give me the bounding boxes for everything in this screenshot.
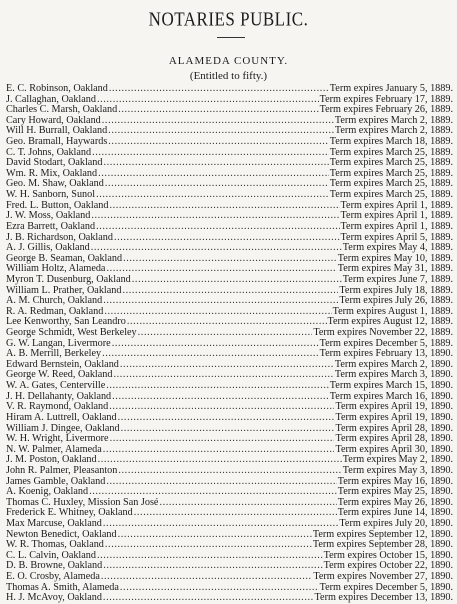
notary-term: Term expires February 13, 1890. bbox=[319, 349, 453, 360]
notary-term: Term expires April 1, 1889. bbox=[340, 221, 453, 232]
notary-term: Term expires April 5, 1889. bbox=[340, 232, 453, 243]
notary-term: Term expires March 25, 1889. bbox=[329, 190, 453, 201]
notary-term: Term expires December 5, 1890. bbox=[319, 582, 453, 593]
notary-name: Geo. Bramall, Haywards bbox=[6, 137, 108, 148]
notary-row bbox=[6, 530, 453, 541]
leader-dots bbox=[110, 434, 335, 445]
notary-name: W. A. Gates, Centerville bbox=[6, 381, 106, 392]
notary-term: Term expires September 12, 1890. bbox=[312, 529, 453, 540]
notary-name: J. M. Poston, Oakland bbox=[6, 455, 97, 466]
notary-name: E. O. Crosby, Alameda bbox=[6, 572, 100, 583]
notary-term: Term expires March 2, 1890. bbox=[334, 359, 453, 370]
notary-name: J. H. Dellahanty, Oakland bbox=[6, 391, 112, 402]
notary-term: Term expires March 2, 1889. bbox=[334, 126, 453, 137]
notary-name: Max Marcuse, Oakland bbox=[6, 518, 102, 529]
notary-name: A. Koenig, Oakland bbox=[6, 487, 89, 498]
notary-name: Will H. Burrall, Oakland bbox=[6, 126, 108, 137]
notary-name: William L. Prather, Oakland bbox=[6, 285, 122, 296]
leader-dots bbox=[97, 551, 323, 562]
leader-dots bbox=[98, 169, 329, 180]
notary-row bbox=[6, 519, 453, 530]
notary-term: Term expires June 7, 1889. bbox=[342, 274, 453, 285]
leader-dots bbox=[105, 540, 312, 551]
leader-dots bbox=[103, 296, 338, 307]
leader-dots bbox=[101, 572, 313, 583]
notary-term: Term expires May 3, 1890. bbox=[342, 465, 453, 476]
leader-dots bbox=[120, 583, 319, 594]
notary-row bbox=[6, 583, 453, 594]
notary-term: Term expires May 16, 1890. bbox=[337, 476, 453, 487]
notary-term: Term expires May 10, 1889. bbox=[337, 253, 453, 264]
notary-row bbox=[6, 328, 453, 339]
notary-term: Term expires March 25, 1889. bbox=[329, 158, 453, 169]
notary-term: Term expires April 28, 1890. bbox=[335, 434, 453, 445]
leader-dots bbox=[118, 105, 318, 116]
leader-dots bbox=[103, 593, 314, 604]
notary-term: Term expires February 26, 1889. bbox=[319, 105, 453, 116]
notary-term: Term expires July 26, 1889. bbox=[339, 296, 453, 307]
notary-name: Hiram A. Luttrell, Oakland bbox=[6, 412, 117, 423]
notary-term: Term expires August 1, 1889. bbox=[332, 306, 453, 317]
notary-term: Term expires May 26, 1890. bbox=[337, 497, 453, 508]
notary-name: G. W. Langan, Livermore bbox=[6, 338, 111, 349]
notary-row bbox=[6, 190, 453, 201]
notary-name: A. M. Church, Oakland bbox=[6, 296, 103, 307]
notary-row bbox=[6, 360, 453, 371]
notary-row bbox=[6, 572, 453, 583]
notary-term: Term expires August 12, 1889. bbox=[327, 317, 453, 328]
notary-term: Term expires May 2, 1890. bbox=[342, 455, 453, 466]
leader-dots bbox=[127, 317, 327, 328]
leader-dots bbox=[89, 487, 337, 498]
notary-term: Term expires October 15, 1890. bbox=[323, 550, 453, 561]
notary-name: Thomas A. Smith, Alameda bbox=[6, 582, 119, 593]
leader-dots bbox=[91, 211, 339, 222]
notary-row bbox=[6, 381, 453, 392]
leader-dots bbox=[138, 328, 313, 339]
notary-row bbox=[6, 593, 453, 604]
notary-term: Term expires May 31, 1889. bbox=[337, 264, 453, 275]
notary-name: Edward Bernstein, Oakland bbox=[6, 359, 119, 370]
leader-dots bbox=[103, 158, 328, 169]
notary-row bbox=[6, 413, 453, 424]
notary-name: A. B. Merrill, Berkeley bbox=[6, 349, 102, 360]
notary-row bbox=[6, 317, 453, 328]
notary-name: C. L. Calvin, Oakland bbox=[6, 550, 96, 561]
leader-dots bbox=[121, 424, 335, 435]
notary-name: Myron T. Dusenburg, Oakland bbox=[6, 274, 131, 285]
leader-dots bbox=[122, 286, 338, 297]
notary-term: Term expires January 5, 1889. bbox=[329, 84, 453, 94]
entitled-note: (Entitled to fifty.) bbox=[189, 70, 268, 82]
notary-row bbox=[6, 424, 453, 435]
notary-row bbox=[6, 222, 453, 233]
notary-term: Term expires March 2, 1889. bbox=[334, 115, 453, 126]
notary-name: J. Callaghan, Oakland bbox=[6, 94, 96, 105]
notary-row bbox=[6, 211, 453, 222]
leader-dots bbox=[96, 222, 339, 233]
leader-dots bbox=[105, 179, 329, 190]
notary-name: Geo. M. Shaw, Oakland bbox=[6, 179, 104, 190]
leader-dots bbox=[118, 530, 312, 541]
leader-dots bbox=[98, 455, 342, 466]
leader-dots bbox=[92, 148, 329, 159]
leader-dots bbox=[132, 275, 342, 286]
notary-name: C. T. Johns, Oakland bbox=[6, 147, 92, 158]
leader-dots bbox=[102, 349, 319, 360]
notary-row bbox=[6, 254, 453, 265]
leader-dots bbox=[97, 95, 319, 106]
notary-row bbox=[6, 466, 453, 477]
leader-dots bbox=[159, 498, 336, 509]
notary-name: A. J. Gillis, Oakland bbox=[6, 243, 90, 254]
notary-term: Term expires March 25, 1889. bbox=[329, 147, 453, 158]
notary-name: William J. Dingee, Oakland bbox=[6, 423, 120, 434]
notary-row bbox=[6, 137, 453, 148]
page-title: NOTARIES PUBLIC. bbox=[148, 8, 309, 30]
notary-term: Term expires March 18, 1889. bbox=[329, 137, 453, 148]
notary-name: George Schmidt, West Berkeley bbox=[6, 328, 137, 339]
notary-row bbox=[6, 508, 453, 519]
notary-term: Term expires November 27, 1890. bbox=[313, 572, 453, 583]
notary-term: Term expires November 22, 1889. bbox=[313, 328, 453, 339]
notary-term: Term expires April 1, 1889. bbox=[340, 200, 453, 211]
notary-row bbox=[6, 169, 453, 180]
notary-row bbox=[6, 264, 453, 275]
notary-name: Newton Benedict, Oakland bbox=[6, 529, 117, 540]
notary-row bbox=[6, 158, 453, 169]
notary-term: Term expires March 25, 1889. bbox=[329, 168, 453, 179]
notary-row bbox=[6, 551, 453, 562]
notary-row bbox=[6, 126, 453, 137]
notary-term: Term expires February 17, 1889. bbox=[319, 94, 453, 105]
notary-row bbox=[6, 434, 453, 445]
notary-name: N. W. Palmer, Alameda bbox=[6, 444, 102, 455]
notary-row bbox=[6, 179, 453, 190]
notary-name: Wm. R. Mix, Oakland bbox=[6, 168, 98, 179]
notary-term: Term expires March 15, 1890. bbox=[329, 381, 453, 392]
notary-row bbox=[6, 561, 453, 572]
leader-dots bbox=[118, 413, 335, 424]
notary-name: Cary Howard, Oakland bbox=[6, 115, 101, 126]
notary-name: William Holtz, Alameda bbox=[6, 264, 106, 275]
leader-dots bbox=[112, 339, 319, 350]
notary-name: Fred. L. Button, Oakland bbox=[6, 200, 109, 211]
leader-dots bbox=[120, 360, 334, 371]
leader-dots bbox=[112, 392, 329, 403]
leader-dots bbox=[134, 508, 337, 519]
notary-term: Term expires July 20, 1890. bbox=[339, 518, 453, 529]
notary-row bbox=[6, 402, 453, 413]
notary-row bbox=[6, 477, 453, 488]
notary-name: W. H. Wright, Livermore bbox=[6, 434, 109, 445]
notary-row bbox=[6, 349, 453, 360]
notary-term: Term expires March 16, 1890. bbox=[329, 391, 453, 402]
notary-name: J. B. Richardson, Oakland bbox=[6, 232, 113, 243]
notary-name: John R. Palmer, Pleasanton bbox=[6, 465, 118, 476]
notary-term: Term expires May 25, 1890. bbox=[337, 487, 453, 498]
notary-term: Term expires July 18, 1889. bbox=[339, 285, 453, 296]
notary-row bbox=[6, 148, 453, 159]
leader-dots bbox=[106, 264, 336, 275]
leader-dots bbox=[104, 307, 331, 318]
leader-dots bbox=[106, 381, 329, 392]
leader-dots bbox=[103, 445, 335, 456]
notary-row bbox=[6, 307, 453, 318]
notary-row bbox=[6, 233, 453, 244]
notary-name: W. R. Thomas, Oakland bbox=[6, 540, 104, 551]
leader-dots bbox=[91, 243, 342, 254]
leader-dots bbox=[123, 254, 337, 265]
leader-dots bbox=[96, 190, 329, 201]
notary-term: Term expires April 19, 1890. bbox=[335, 412, 453, 423]
notary-row bbox=[6, 275, 453, 286]
notary-name: J. W. Moss, Oakland bbox=[6, 211, 91, 222]
notary-name: H. J. McAvoy, Oakland bbox=[6, 593, 102, 604]
leader-dots bbox=[113, 370, 333, 381]
notary-name: Ezra Barrett, Oakland bbox=[6, 221, 96, 232]
notary-name: E. C. Robinson, Oakland bbox=[6, 84, 108, 94]
notary-name: Frederick E. Whitney, Oakland bbox=[6, 508, 133, 519]
leader-dots bbox=[102, 116, 334, 127]
leader-dots bbox=[108, 126, 334, 137]
leader-dots bbox=[118, 466, 341, 477]
notary-name: R. A. Redman, Oakland bbox=[6, 306, 104, 317]
leader-dots bbox=[103, 519, 339, 530]
notary-term: Term expires April 19, 1890. bbox=[335, 402, 453, 413]
notary-name: Lee Kenworthy, San Leandro bbox=[6, 317, 126, 328]
notary-name: D. B. Browne, Oakland bbox=[6, 561, 103, 572]
notary-term: Term expires April 1, 1889. bbox=[340, 211, 453, 222]
notary-name: V. R. Raymond, Oakland bbox=[6, 402, 109, 413]
notary-term: Term expires September 28, 1890. bbox=[312, 540, 453, 551]
notary-row bbox=[6, 498, 453, 509]
notary-term: Term expires May 4, 1889. bbox=[342, 243, 453, 254]
notary-row bbox=[6, 201, 453, 212]
notary-name: W. H. Sanborn, Sunol bbox=[6, 190, 96, 201]
notary-name: George W. Reed, Oakland bbox=[6, 370, 113, 381]
notary-name: George B. Seaman, Oakland bbox=[6, 253, 123, 264]
notary-row bbox=[6, 243, 453, 254]
notary-row bbox=[6, 296, 453, 307]
notary-row bbox=[6, 286, 453, 297]
notary-row bbox=[6, 116, 453, 127]
leader-dots bbox=[103, 561, 322, 572]
notary-list bbox=[6, 84, 453, 604]
notary-row bbox=[6, 95, 453, 106]
notary-term: Term expires December 13, 1890. bbox=[314, 593, 453, 604]
notary-row bbox=[6, 540, 453, 551]
notary-term: Term expires March 25, 1889. bbox=[329, 179, 453, 190]
notary-term: Term expires April 28, 1890. bbox=[335, 423, 453, 434]
notary-row bbox=[6, 455, 453, 466]
notary-name: Charles C. Marsh, Oakland bbox=[6, 105, 118, 116]
leader-dots bbox=[109, 201, 339, 212]
notary-term: Term expires December 5, 1889. bbox=[319, 338, 453, 349]
notary-term: Term expires March 3, 1890. bbox=[334, 370, 453, 381]
title-rule bbox=[217, 37, 245, 38]
notary-term: Term expires June 14, 1890. bbox=[337, 508, 453, 519]
notary-row bbox=[6, 445, 453, 456]
notary-row bbox=[6, 339, 453, 350]
leader-dots bbox=[114, 233, 340, 244]
notary-row bbox=[6, 370, 453, 381]
leader-dots bbox=[106, 477, 336, 488]
notary-row bbox=[6, 487, 453, 498]
notary-row bbox=[6, 84, 453, 95]
leader-dots bbox=[109, 402, 334, 413]
notary-name: David Stodart, Oakland bbox=[6, 158, 103, 169]
notary-name: James Gamble, Oakland bbox=[6, 476, 106, 487]
county-heading: ALAMEDA COUNTY. bbox=[168, 55, 289, 67]
notary-row bbox=[6, 105, 453, 116]
notary-term: Term expires October 22, 1890. bbox=[323, 561, 453, 572]
notary-term: Term expires April 30, 1890. bbox=[335, 444, 453, 455]
notary-row bbox=[6, 392, 453, 403]
notary-name: Thomas C. Huxley, Mission San José bbox=[6, 497, 159, 508]
leader-dots bbox=[108, 137, 329, 148]
leader-dots bbox=[109, 84, 329, 95]
